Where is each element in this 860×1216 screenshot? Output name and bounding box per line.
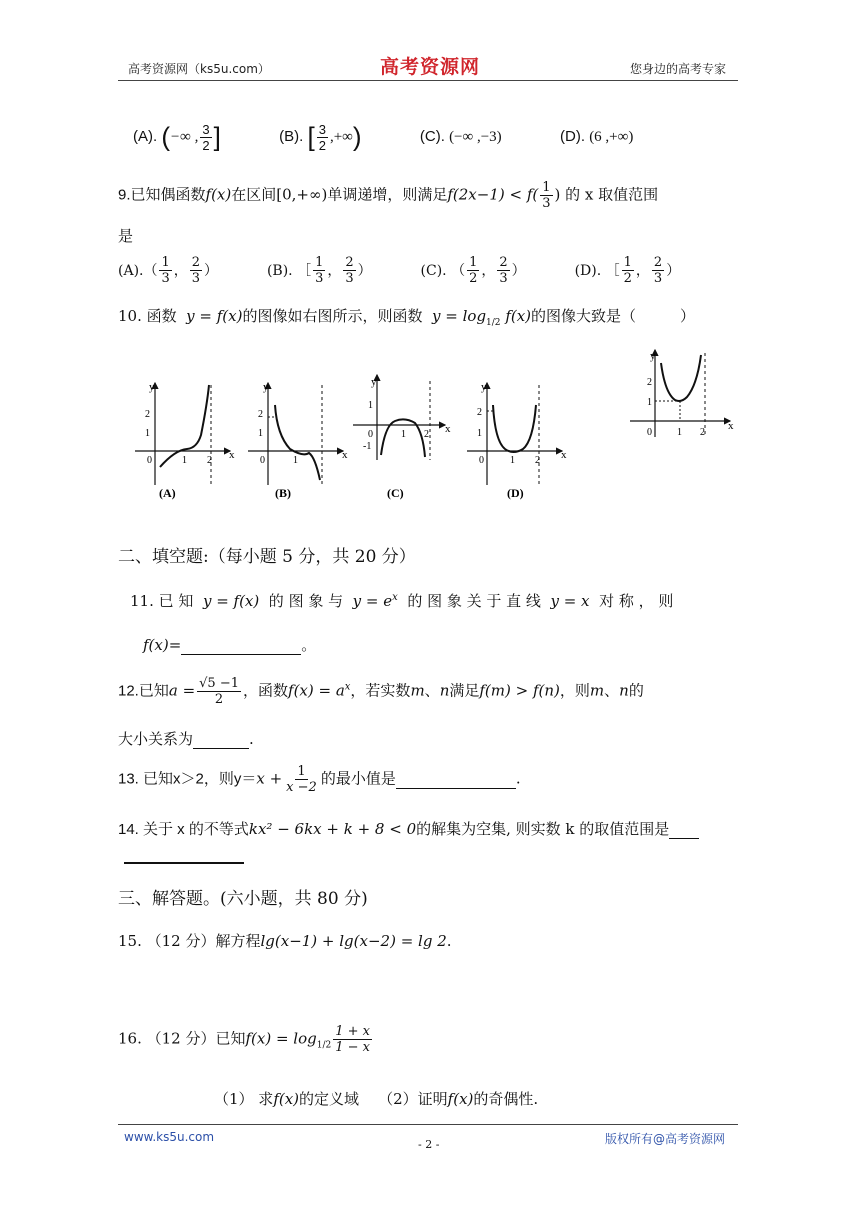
svg-text:1: 1 xyxy=(647,397,652,408)
svg-text:y: y xyxy=(371,376,377,388)
q12-answer-line: 大小关系为 . xyxy=(118,730,254,748)
svg-text:y: y xyxy=(149,381,155,393)
graph-c xyxy=(353,375,451,500)
q8-option-a: (A). (−∞ , $\frac{3}{2}$ ] xyxy=(133,122,221,153)
footer-rule xyxy=(118,1124,738,1125)
svg-text:1: 1 xyxy=(368,400,373,411)
caption-a: (A) xyxy=(159,486,176,500)
q11-blank xyxy=(181,636,301,655)
q9-stem: 9.已知偶函数f(x)在区间[0,+∞)单调递增，则满足f(2x−1) < f( $\frac{1}{3}$ ) 的 x 取值范围 xyxy=(118,180,659,211)
q9-option-c: (C). （ $\frac{1}{2}$ ， $\frac{2}{3}$ ） xyxy=(420,255,526,286)
svg-text:1: 1 xyxy=(182,455,187,466)
svg-text:2: 2 xyxy=(477,407,482,418)
q12-blank xyxy=(193,730,249,749)
q9-stem-cont: 是 xyxy=(118,227,134,245)
q16-stem: 16. （12 分）已知$f(x) = \log_{1/2}$ $\frac{1 + x}{1 - x}$ xyxy=(118,1024,370,1055)
q14-stem: 14. 关于 x 的不等式kx² − 6kx + k + 8 < 0的解集为空集, 则实数 k 的取值范围是 xyxy=(118,818,699,839)
q13-blank xyxy=(396,770,516,789)
q8-option-d: (D). (6 ,+∞) xyxy=(560,128,634,146)
svg-text:y: y xyxy=(263,381,269,393)
q9-options xyxy=(118,255,680,286)
q15-stem: 15. （12 分）解方程lg(x−1) + lg(x−2) = lg 2. xyxy=(118,932,452,950)
svg-text:x: x xyxy=(445,423,451,435)
q11-stem: 11. 已 知 y = f(x) 的 图 象 与 $y = e^x$ 的 图 象 关 于 直 线 y = x 对 称 ， 则 xyxy=(130,592,674,610)
svg-text:2: 2 xyxy=(535,455,540,466)
footer-left-link[interactable]: www.ks5u.com xyxy=(124,1130,215,1144)
svg-text:0: 0 xyxy=(368,429,373,440)
svg-text:2: 2 xyxy=(647,377,652,388)
q12-stem: 12.已知a = $\frac{√5 -1}{2}$ ，函数$f(x) = a^x$，若实数m、n满足f(m) > f(n)，则m、n的 xyxy=(118,676,644,707)
svg-text:1: 1 xyxy=(145,428,150,439)
q16-subparts: （1） 求f(x)的定义域 （2）证明f(x)的奇偶性. xyxy=(214,1090,539,1108)
q10-stem: 10. 函数 y = f(x)的图像如右图所示，则函数 $y = \log_{1/2} f(x)$的图像大致是（ ） xyxy=(118,307,696,328)
svg-text:1: 1 xyxy=(293,455,298,466)
q9-option-a: (A).（ $\frac{1}{3}$ ， $\frac{2}{3}$ ） xyxy=(118,255,219,286)
svg-text:1: 1 xyxy=(510,455,515,466)
svg-text:1: 1 xyxy=(258,428,263,439)
svg-text:0: 0 xyxy=(647,427,652,438)
header-logo: 高考资源网 xyxy=(380,56,481,78)
q10-graphs xyxy=(125,345,745,505)
svg-text:1: 1 xyxy=(677,427,682,438)
caption-d: (D) xyxy=(507,486,524,500)
graph-b xyxy=(248,381,348,500)
header-right: 您身边的高考专家 xyxy=(630,62,727,76)
page-number: - 2 - xyxy=(418,1138,440,1151)
svg-text:2: 2 xyxy=(258,409,263,420)
svg-text:2: 2 xyxy=(424,429,429,440)
svg-text:2: 2 xyxy=(145,409,150,420)
svg-text:y: y xyxy=(650,350,656,362)
svg-text:x: x xyxy=(561,449,567,461)
svg-text:x: x xyxy=(728,420,734,432)
caption-c: (C) xyxy=(387,486,404,500)
section-2-heading: 二、填空题:（每小题 5 分，共 20 分） xyxy=(118,547,416,567)
graph-reference xyxy=(630,350,734,438)
svg-text:0: 0 xyxy=(147,455,152,466)
q11-answer-line: f(x)= 。 xyxy=(143,636,317,654)
footer-right: 版权所有@高考资源网 xyxy=(605,1132,726,1146)
q8-option-c: (C). (−∞ ,−3) xyxy=(419,128,502,146)
svg-text:x: x xyxy=(342,449,348,461)
section-3-heading: 三、解答题。(六小题，共 80 分) xyxy=(118,889,368,909)
q14-blank-b xyxy=(124,862,244,864)
svg-text:2: 2 xyxy=(207,455,212,466)
q8-options xyxy=(133,122,633,153)
svg-text:2: 2 xyxy=(700,427,705,438)
q14-blank-a xyxy=(669,820,699,839)
svg-text:1: 1 xyxy=(477,428,482,439)
q9-option-d: (D). ［ $\frac{1}{2}$ ， $\frac{2}{3}$ ） xyxy=(574,255,681,286)
q13-stem: 13. 已知x＞2，则y＝x + $\frac{1}{x -2}$ 的最小值是 . xyxy=(118,764,521,795)
svg-text:1: 1 xyxy=(401,429,406,440)
svg-text:0: 0 xyxy=(260,455,265,466)
header-left: 高考资源网（ks5u.com） xyxy=(128,62,270,76)
graph-d xyxy=(467,381,567,500)
svg-text:0: 0 xyxy=(479,455,484,466)
svg-text:-1: -1 xyxy=(363,441,372,452)
header-rule xyxy=(118,80,738,81)
caption-b: (B) xyxy=(275,486,291,500)
svg-text:x: x xyxy=(229,449,235,461)
q8-option-b: (B). [ $\frac{3}{2}$ ,+∞) xyxy=(279,122,362,153)
graph-a xyxy=(135,381,235,500)
q9-option-b: (B). ［ $\frac{1}{3}$ ， $\frac{2}{3}$ ） xyxy=(266,255,372,286)
svg-text:y: y xyxy=(481,381,487,393)
